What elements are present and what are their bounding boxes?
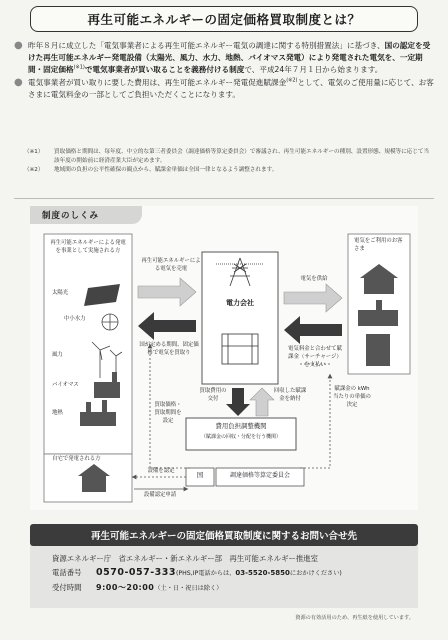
intro-bold-text: で電気事業者が買い取ることを義務付ける制度 (84, 64, 245, 74)
source-label: バイオマス (52, 382, 79, 388)
utility-label: 電力会社 (226, 299, 254, 307)
collect-arrow (250, 388, 274, 416)
reimburse-arrow (226, 388, 250, 416)
agency-title: 費用負担調整機関 (215, 422, 267, 430)
buy-arrow (138, 312, 196, 340)
footnotes (24, 148, 432, 176)
approval-label: 設備を認定 (147, 468, 175, 474)
supply-label: 電気を供給 (300, 276, 328, 282)
hours-note: （土・日・祝日は除く） (154, 584, 223, 592)
bullet-icon: ● (14, 77, 23, 89)
reimburse-label: 買取費用の交付 (199, 388, 227, 402)
footnote (24, 166, 432, 175)
price-label: 買取価格・買取期間を設定 (154, 402, 182, 424)
contact-phone-row (52, 565, 396, 581)
charge-label: 電気料金と合わせて賦課金（サーチャージ）を支払い (288, 346, 342, 368)
unit-label: 賦課金の kWh当たりの単価の決定 (333, 386, 371, 408)
intro-section (14, 40, 434, 103)
contact-hours-row (52, 581, 396, 594)
contact-header: 再生可能エネルギーの固定価格買取制度に関するお問い合せ先 (30, 524, 418, 546)
collect-label: 回収した賦課金を納付 (273, 388, 307, 402)
water-turbine-icon (102, 314, 118, 330)
intro-paragraph-2 (14, 77, 434, 101)
sell-label: 再生可能エネルギーによる電気を売電 (141, 258, 201, 272)
self-generation-label: 自宅で発電される方 (52, 456, 101, 462)
intro-text: 電気事業者が買い取りに要した費用は、再生可能エネルギー発電促進賦課金 (28, 78, 287, 88)
committee-label: 調達価格等算定委員会 (229, 472, 290, 479)
footnote-text: 地域間の負担の公平性確保の観点から、賦課金単価は全国一律となるよう調整されます。 (54, 167, 278, 174)
contact-org-text: 資源エネルギー庁 省エネルギー・新エネルギー部 再生可能エネルギー推進室 (52, 554, 319, 563)
divider (14, 198, 434, 199)
intro-text: として、電気のご使用量に応じて、お客さまに電気料金の一部としてご負担いただくことになります。 (28, 78, 434, 100)
source-label: 中小水力 (64, 316, 86, 322)
footnote-text: 買取価格と期間は、毎年度、中立的な第三者委員会（調達価格等算定委員会）で審議され、再生可能エネルギーの種別、設置形態、規模等に応じて当該年度の開始前に経済産業大臣が定めます。 (54, 149, 430, 165)
footnote-mark: （※2） (24, 167, 44, 174)
page-title: 再生可能エネルギーの固定価格買取制度とは？ (30, 6, 418, 32)
footnote (24, 148, 432, 166)
contact-info (30, 546, 418, 608)
consumer-title: 電気をご利用のお客さま (354, 238, 403, 252)
intro-text: で、平成24年７月１日から始まります。 (244, 64, 383, 74)
buy-label: 国が定める期間、固定価格で電気を買取り (139, 342, 199, 356)
bullet-icon: ● (14, 40, 23, 51)
intro-text: 昨年８月に成立した「電気事業者による再生可能エネルギー電気の調達に関する特別措置法」に基づき、 (28, 41, 385, 50)
hours-label: 受付時間 (52, 582, 82, 592)
source-label: 地熱 (52, 410, 63, 416)
footnote-ref-2: (※2) (286, 77, 298, 84)
sell-arrow (138, 278, 196, 306)
intro-bold-text: 国の認定を受けた再生可能エネルギー発電設備（太陽光、風力、水力、地熱、バイオマス発電）により発電された電気を、一定期間・固定価格 (28, 41, 431, 74)
source-label: 太陽光 (52, 290, 69, 296)
hours-value: 9:00～20:00 (96, 582, 155, 592)
contact-org (52, 553, 396, 565)
footnote-ref-1: (※1) (73, 64, 85, 70)
producer-title: 再生可能エネルギーによる発電を事業として実施される方 (50, 240, 126, 254)
charge-arrow (284, 316, 342, 344)
phone-alt-end: におかけください) (289, 570, 342, 578)
footer-note: 資源の有効活用のため、再生紙を使用しています。 (295, 615, 414, 621)
section-title: 制度のしくみ (30, 206, 142, 224)
supply-arrow (284, 284, 342, 312)
phone-label: 電話番号 (52, 568, 82, 578)
phone-number: 0570-057-333 (96, 567, 176, 579)
government-label: 国 (196, 471, 204, 479)
source-label: 風力 (52, 352, 63, 358)
building-icon (366, 334, 390, 366)
scheme-diagram (30, 206, 418, 510)
agency-subtitle: （賦課金の回収・分配を行う機関） (200, 434, 281, 440)
intro-paragraph-1 (14, 40, 434, 75)
application-label: 設備認定申請 (143, 492, 177, 498)
footnote-mark: （※1） (24, 149, 44, 155)
phone-alt-number: 03-5520-5850 (235, 569, 290, 578)
phone-alt-note: (PHS,IP電話からは、 (176, 570, 236, 578)
